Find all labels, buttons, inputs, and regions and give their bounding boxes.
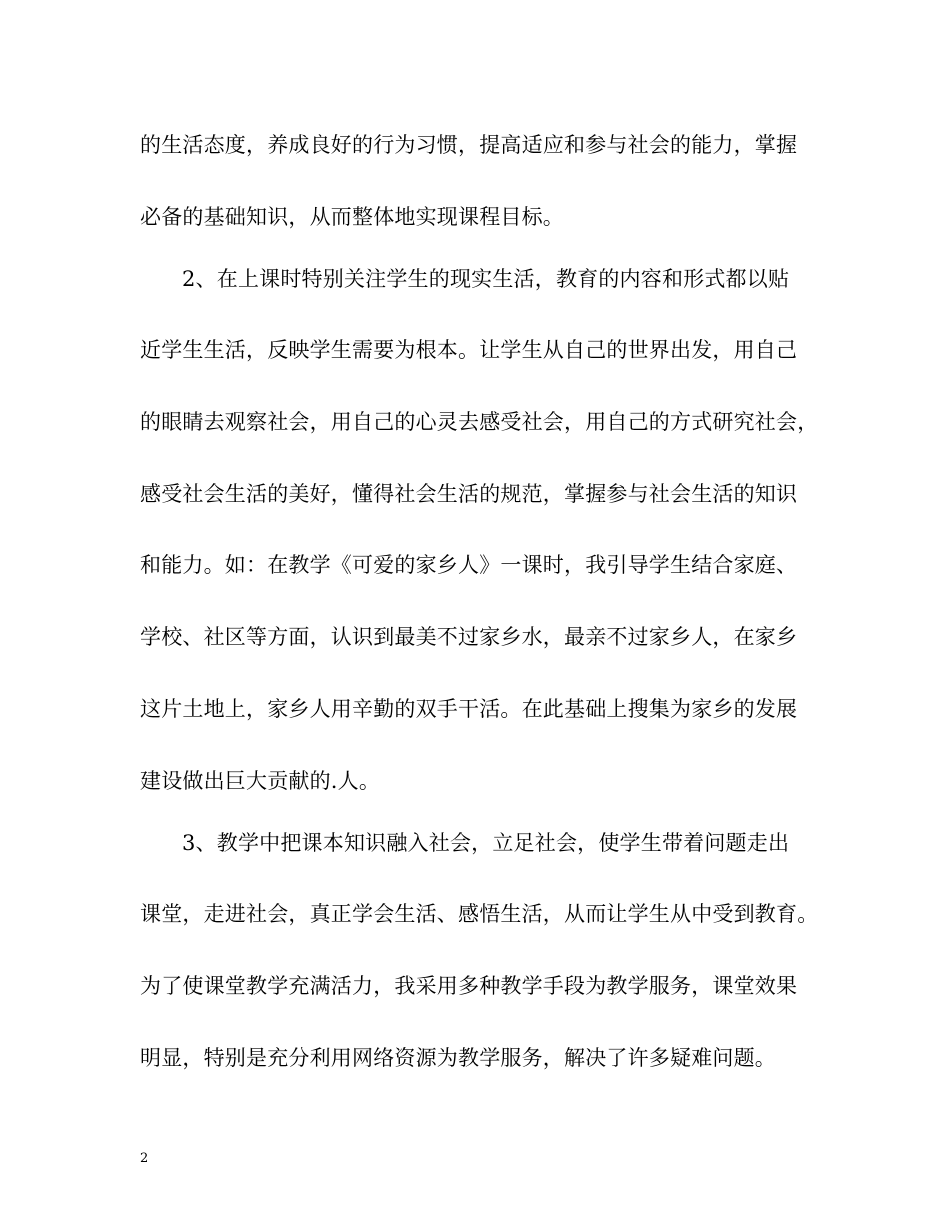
text-line: 必备的基础知识，从而整体地实现课程目标。 bbox=[140, 205, 564, 229]
text-line: 感受社会生活的美好，懂得社会生活的规范，掌握参与社会生活的知识 bbox=[140, 482, 798, 506]
text-line: 建设做出巨大贡献的.人。 bbox=[140, 769, 381, 793]
text-line: 2、在上课时特别关注学生的现实生活，教育的内容和形式都以贴 bbox=[182, 267, 790, 291]
text-line: 这片土地上，家乡人用辛勤的双手干活。在此基础上搜集为家乡的发展 bbox=[140, 697, 798, 721]
text-line: 的生活态度，养成良好的行为习惯，提高适应和参与社会的能力，掌握 bbox=[140, 133, 798, 157]
text-line: 明显，特别是充分利用网络资源为教学服务，解决了许多疑难问题。 bbox=[140, 1046, 776, 1070]
text-line: 近学生生活，反映学生需要为根本。让学生从自己的世界出发，用自己 bbox=[140, 338, 798, 362]
text-line: 的眼睛去观察社会，用自己的心灵去感受社会，用自己的方式研究社会， bbox=[140, 410, 819, 434]
text-line: 学校、社区等方面，认识到最美不过家乡水，最亲不过家乡人，在家乡 bbox=[140, 625, 798, 649]
text-line: 和能力。如：在教学《可爱的家乡人》一课时，我引导学生结合家庭、 bbox=[140, 553, 798, 577]
text-line: 为了使课堂教学充满活力，我采用多种教学手段为教学服务，课堂效果 bbox=[140, 974, 798, 998]
text-line: 3、教学中把课本知识融入社会，立足社会，使学生带着问题走出 bbox=[182, 831, 790, 855]
page-number: 2 bbox=[140, 1151, 149, 1166]
text-line: 课堂，走进社会，真正学会生活、感悟生活，从而让学生从中受到教育。 bbox=[140, 902, 819, 926]
